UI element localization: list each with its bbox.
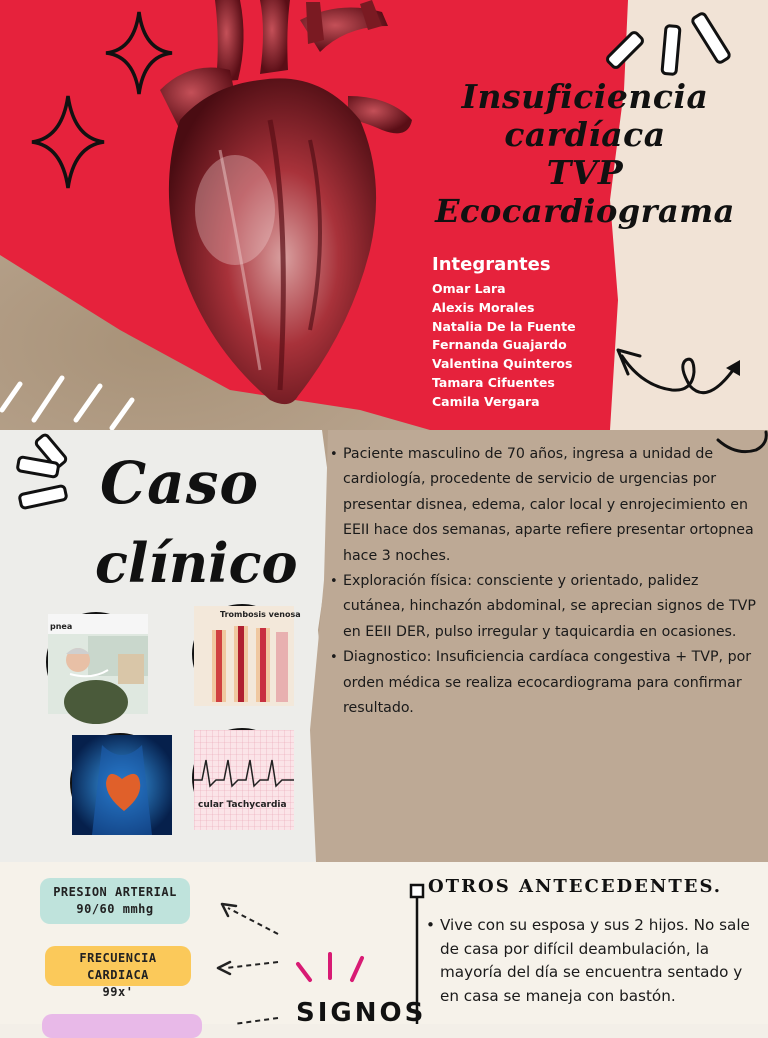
ecg-image: [192, 728, 292, 828]
case-title-line-2: clínico: [95, 531, 298, 595]
history-bullet: • Vive con su esposa y sus 2 hijos. No sale de casa por difícil deambulación, la mayoría del día se encuentra sentado y en casa se maneja con bastón.: [424, 914, 754, 1008]
member-name: Alexis Morales: [432, 299, 535, 315]
swirl-arrow-icon: [612, 346, 748, 408]
case-bullet: • Diagnostico: Insuficiencia cardíaca congestiva + TVP, por orden médica se realiza ecocardiograma para confirmar resultado.: [326, 645, 756, 721]
title-line-1: Insuficiencia: [461, 77, 709, 116]
image-label: cular Tachycardia: [198, 800, 287, 810]
member-name: Camila Vergara: [432, 393, 540, 409]
case-title-line-1: Caso: [100, 449, 260, 517]
member-name: Fernanda Guajardo: [432, 337, 567, 353]
patient-dyspnea-image: [46, 612, 146, 712]
title-line-4: Ecocardiograma: [435, 192, 735, 230]
history-list: [424, 914, 754, 1008]
pill-label: PRESION ARTERIAL: [53, 885, 177, 899]
pill-label: FRECUENCIA CARDIACA: [79, 951, 157, 982]
dashed-arrows-icon: [214, 900, 284, 1024]
presentation-title: [415, 78, 755, 230]
third-sign-pill: [42, 1014, 202, 1038]
member-name: Tamara Cifuentes: [432, 374, 555, 390]
title-line-2: cardíaca: [504, 115, 666, 154]
pill-value: 99x': [102, 985, 134, 999]
title-banner: [0, 0, 768, 430]
heart-rate-pill: [45, 946, 191, 999]
signs-section: [0, 862, 768, 1028]
title-line-3: TVP: [546, 153, 624, 192]
image-label: pnea: [50, 622, 73, 631]
case-details-list: [326, 442, 756, 721]
clinical-case-section: [0, 430, 768, 862]
member-name: Valentina Quinteros: [432, 356, 573, 372]
case-bullet: • Exploración física: consciente y orientado, palidez cutánea, hinchazón abdominal, se aprecian signos de TVP en EEII DER, pulso irregular y taquicardia en ocasiones.: [326, 569, 756, 645]
anatomical-heart-image: [120, 0, 420, 410]
signs-title: SIGNOS: [296, 998, 427, 1028]
blood-pressure-pill: [40, 878, 190, 924]
image-label: Trombosis venosa: [220, 610, 301, 619]
member-name: Natalia De la Fuente: [432, 318, 576, 334]
members-list: [432, 254, 576, 412]
dvt-diagram-image: [192, 604, 301, 704]
member-name: Omar Lara: [432, 281, 506, 296]
burst-lines-icon: [612, 6, 736, 80]
sparkle-icon: [30, 94, 106, 190]
heart-xray-image: [70, 733, 170, 833]
case-bullet: • Paciente masculino de 70 años, ingresa a unidad de cardiología, procedente de servicio de urgencias por presentar disnea, edema, calor local y enrojecimiento en EEII hace dos semanas, aparte refiere presentar ortopnea hace 3 noches.: [326, 442, 756, 569]
burst-lines-icon: [14, 430, 76, 522]
history-title: OTROS ANTECEDENTES.: [428, 876, 723, 897]
pill-value: 90/60 mmhg: [76, 902, 154, 916]
emphasis-marks-icon: [290, 950, 370, 990]
members-header: Integrantes: [432, 254, 551, 275]
